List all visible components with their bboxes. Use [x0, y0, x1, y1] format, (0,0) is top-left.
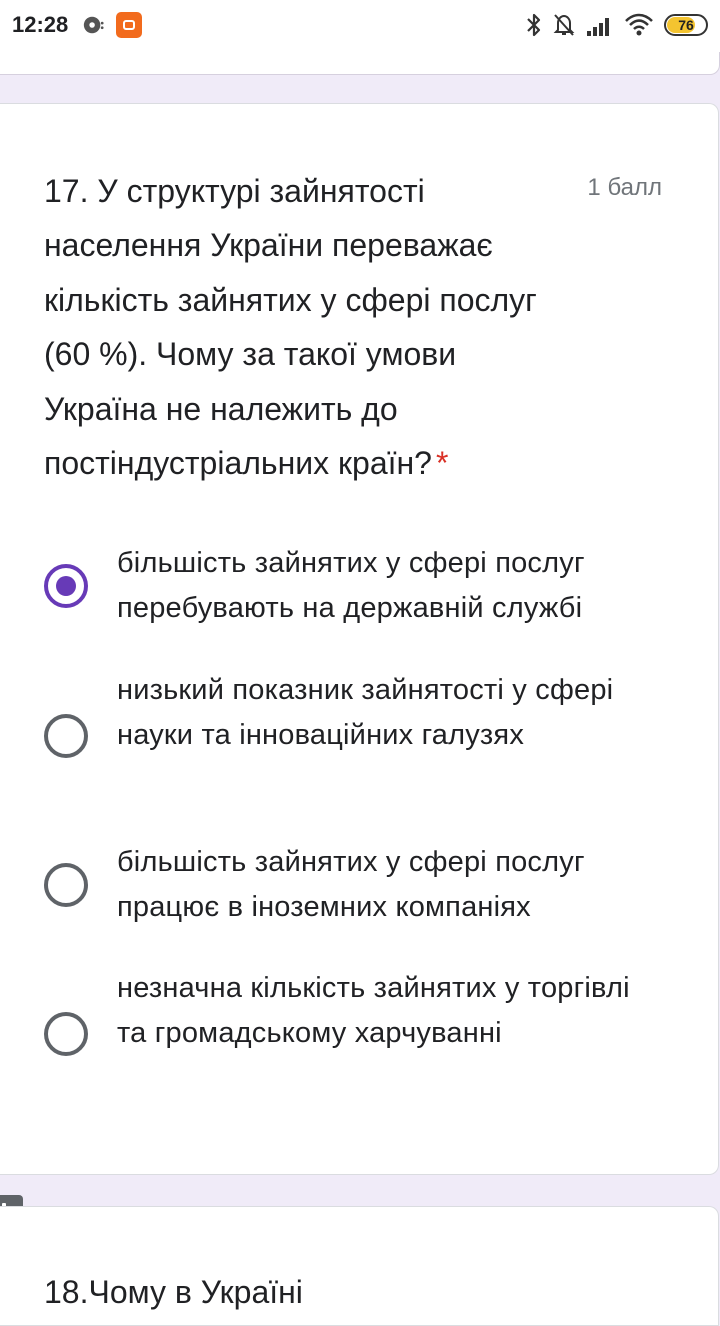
question-card — [0, 103, 719, 1175]
bluetooth-icon — [526, 12, 542, 38]
option-label[interactable]: більшість зайнятих у сфері послуг перебувають на державній службі — [117, 547, 585, 624]
radio-button[interactable] — [44, 564, 88, 608]
radio-button[interactable] — [44, 863, 88, 907]
option-label[interactable]: низький показник зайнятості у сфері науки та інноваційних галузях — [117, 674, 614, 751]
wifi-icon — [624, 13, 654, 37]
next-question-card — [0, 1206, 719, 1326]
question-title-text: 17. У структурі зайнятості населення України переважає кількість зайнятих у сфері послуг (60 %). Чому за такої умови Україна не належить до постіндустріальних країн? — [44, 173, 537, 482]
next-question-title: 18.Чому в Україні — [44, 1274, 303, 1310]
battery-level: 76 — [678, 17, 694, 33]
option-label[interactable]: незначна кількість зайнятих у торгівлі та громадському харчуванні — [117, 972, 630, 1049]
radio-button[interactable] — [44, 714, 88, 758]
battery-icon — [664, 14, 708, 36]
question-title — [44, 164, 564, 490]
signal-icon — [586, 13, 614, 37]
radio-button[interactable] — [44, 1012, 88, 1056]
disc-icon — [82, 14, 104, 36]
mi-app-icon — [116, 12, 142, 38]
status-left-icons — [82, 12, 142, 38]
previous-question-card — [0, 52, 720, 75]
points-label: 1 балл — [587, 174, 662, 201]
option-label[interactable]: більшість зайнятих у сфері послуг працює в іноземних компаніях — [117, 846, 585, 923]
status-time: 12:28 — [12, 12, 69, 37]
required-asterisk: * — [435, 445, 449, 482]
bell-muted-icon — [552, 12, 576, 38]
status-bar — [0, 0, 720, 52]
status-right-icons — [526, 12, 708, 38]
